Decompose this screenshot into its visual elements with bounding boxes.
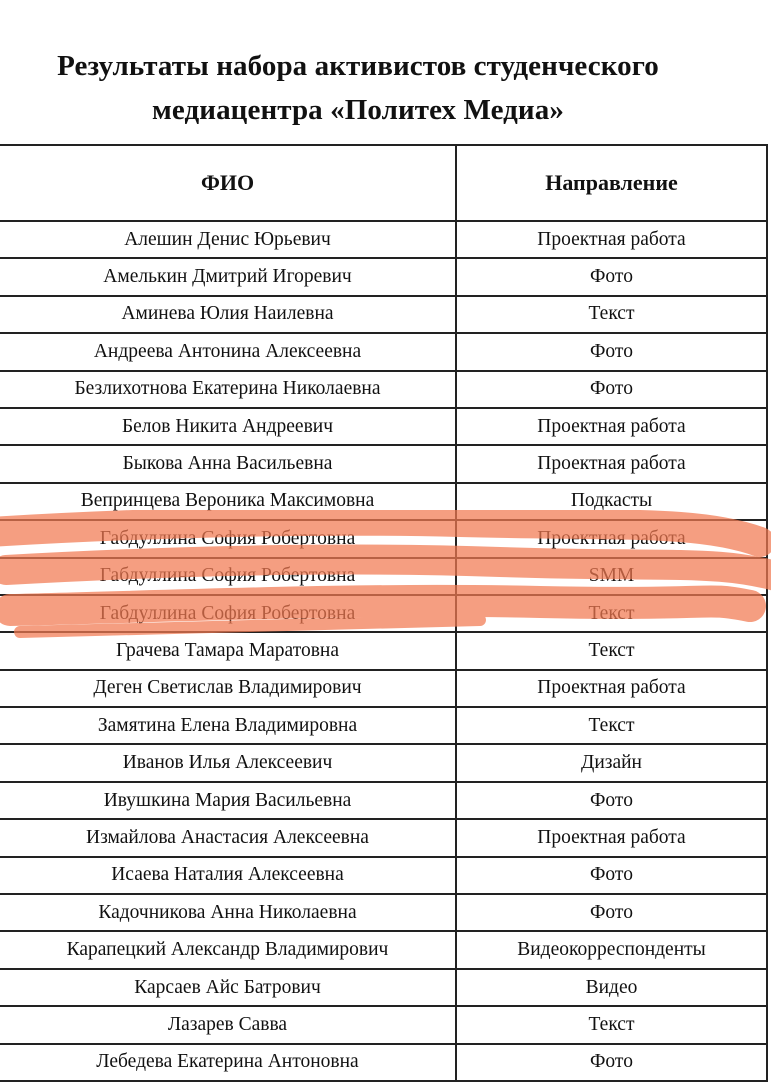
cell-direction: Фото: [456, 894, 767, 931]
cell-name: Габдуллина София Робертовна: [0, 595, 456, 632]
cell-name: Габдуллина София Робертовна: [0, 520, 456, 557]
cell-name: Иванов Илья Алексеевич: [0, 744, 456, 781]
cell-name: Вепринцева Вероника Максимовна: [0, 483, 456, 520]
cell-name: Амелькин Дмитрий Игоревич: [0, 258, 456, 295]
cell-name: Лазарев Савва: [0, 1006, 456, 1043]
cell-direction: Фото: [456, 371, 767, 408]
table-row: [0, 258, 767, 295]
table-row: [0, 221, 767, 258]
cell-name: Исаева Наталия Алексеевна: [0, 857, 456, 894]
table-row: [0, 558, 767, 595]
cell-direction: Текст: [456, 632, 767, 669]
table-row: [0, 819, 767, 856]
table-row: [0, 931, 767, 968]
cell-direction: Дизайн: [456, 744, 767, 781]
cell-name: Алешин Денис Юрьевич: [0, 221, 456, 258]
cell-name: Измайлова Анастасия Алексеевна: [0, 819, 456, 856]
cell-direction: Проектная работа: [456, 670, 767, 707]
column-header-direction: Направление: [456, 145, 767, 221]
cell-direction: Видео: [456, 969, 767, 1006]
cell-direction: Фото: [456, 782, 767, 819]
table-row: [0, 445, 767, 482]
table-row: [0, 371, 767, 408]
cell-name: Безлихотнова Екатерина Николаевна: [0, 371, 456, 408]
table-row: [0, 894, 767, 931]
cell-direction: Фото: [456, 333, 767, 370]
table-row: [0, 1006, 767, 1043]
cell-direction: SMM: [456, 558, 767, 595]
cell-direction: Текст: [456, 1006, 767, 1043]
cell-name: Карсаев Айс Батрович: [0, 969, 456, 1006]
cell-direction: Текст: [456, 707, 767, 744]
cell-direction: Видеокорреспонденты: [456, 931, 767, 968]
cell-name: Грачева Тамара Маратовна: [0, 632, 456, 669]
cell-name: Аминева Юлия Наилевна: [0, 296, 456, 333]
table-row: [0, 632, 767, 669]
cell-name: Ивушкина Мария Васильевна: [0, 782, 456, 819]
table-row: [0, 670, 767, 707]
cell-name: Быкова Анна Васильевна: [0, 445, 456, 482]
cell-name: Замятина Елена Владимировна: [0, 707, 456, 744]
table-body: [0, 221, 767, 1081]
cell-direction: Текст: [456, 595, 767, 632]
cell-name: Габдуллина София Робертовна: [0, 558, 456, 595]
cell-direction: Проектная работа: [456, 221, 767, 258]
cell-direction: Проектная работа: [456, 445, 767, 482]
table-row: [0, 296, 767, 333]
cell-name: Карапецкий Александр Владимирович: [0, 931, 456, 968]
document-title: [0, 44, 716, 132]
title-line-1: Результаты набора активистов студенческого: [57, 50, 659, 82]
table-row: [0, 520, 767, 557]
cell-direction: Проектная работа: [456, 520, 767, 557]
cell-name: Белов Никита Андреевич: [0, 408, 456, 445]
table-header-row: [0, 145, 767, 221]
column-header-name: ФИО: [0, 145, 456, 221]
table-row: [0, 595, 767, 632]
cell-direction: Проектная работа: [456, 819, 767, 856]
table-row: [0, 744, 767, 781]
cell-name: Кадочникова Анна Николаевна: [0, 894, 456, 931]
table-row: [0, 483, 767, 520]
table-row: [0, 408, 767, 445]
cell-name: Лебедева Екатерина Антоновна: [0, 1044, 456, 1081]
cell-direction: Фото: [456, 258, 767, 295]
title-line-2: медиацентра «Политех Медиа»: [152, 94, 564, 126]
cell-direction: Текст: [456, 296, 767, 333]
table-row: [0, 707, 767, 744]
table-row: [0, 1044, 767, 1081]
results-table: [0, 144, 768, 1082]
cell-direction: Проектная работа: [456, 408, 767, 445]
table-row: [0, 857, 767, 894]
table-row: [0, 782, 767, 819]
cell-direction: Фото: [456, 1044, 767, 1081]
table-row: [0, 969, 767, 1006]
cell-name: Андреева Антонина Алексеевна: [0, 333, 456, 370]
cell-direction: Подкасты: [456, 483, 767, 520]
cell-name: Деген Светислав Владимирович: [0, 670, 456, 707]
table-row: [0, 333, 767, 370]
cell-direction: Фото: [456, 857, 767, 894]
